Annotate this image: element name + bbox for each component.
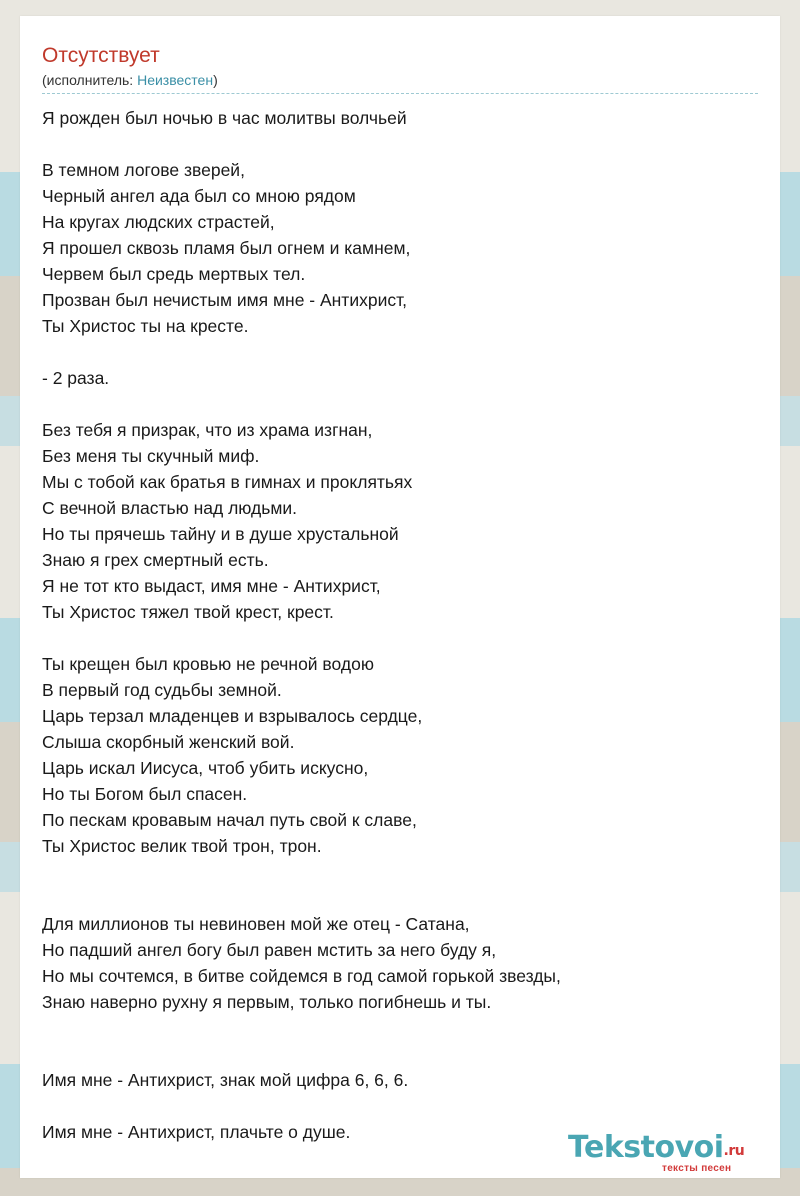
logo-tagline: тексты песен (662, 1163, 732, 1174)
lyric-line: Имя мне - Антихрист, знак мой цифра 6, 6, 6. (42, 1070, 409, 1090)
song-header (42, 42, 758, 89)
header-divider (42, 93, 758, 94)
lyric-line (42, 885, 758, 911)
lyric-line: - 2 раза. (42, 368, 110, 388)
lyric-line: По пескам кровавым начал путь свой к славе, (42, 810, 417, 830)
lyric-line: Царь искал Иисуса, чтоб убить искусно, (42, 758, 369, 778)
lyric-line: Слыша скорбный женский вой. (42, 732, 295, 752)
lyric-line (42, 859, 758, 885)
lyric-line: Царь терзал младенцев и взрывалось сердце, (42, 706, 423, 726)
lyric-line (42, 1041, 758, 1067)
site-logo[interactable] (568, 1132, 778, 1178)
song-title: Отсутствует (42, 44, 160, 67)
artist-suffix: ) (213, 72, 218, 88)
logo-wordmark (568, 1132, 778, 1167)
lyric-line: Без меня ты скучный миф. (42, 446, 260, 466)
lyric-line: Без тебя я призрак, что из храма изгнан, (42, 420, 373, 440)
lyric-line: Для миллионов ты невиновен мой же отец - Сатана, (42, 914, 470, 934)
artist-link[interactable]: Неизвестен (137, 72, 214, 88)
logo-tld: .ru (723, 1143, 745, 1159)
lyric-line: Но ты Богом был спасен. (42, 784, 248, 804)
lyric-line (42, 1093, 758, 1119)
lyric-line (42, 391, 758, 417)
lyric-line (42, 1015, 758, 1041)
artist-line (42, 71, 758, 89)
lyric-line: С вечной властью над людьми. (42, 498, 298, 518)
lyric-line: Ты Христос тяжел твой крест, крест. (42, 602, 334, 622)
lyric-line: Прозван был нечистым имя мне - Антихрист, (42, 290, 408, 310)
lyric-line: Мы с тобой как братья в гимнах и проклятьях (42, 472, 413, 492)
lyric-line: В темном логове зверей, (42, 160, 245, 180)
lyric-line (42, 339, 758, 365)
lyric-line (42, 625, 758, 651)
lyric-line: Я не тот кто выдаст, имя мне - Антихрист, (42, 576, 381, 596)
lyric-line: Червем был средь мертвых тел. (42, 264, 306, 284)
lyric-line: Знаю наверно рухну я первым, только погибнешь и ты. (42, 992, 492, 1012)
lyric-line: Но падший ангел богу был равен мстить за него буду я, (42, 940, 497, 960)
lyric-line: Ты Христос ты на кресте. (42, 316, 249, 336)
lyric-line: Ты крещен был кровью не речной водою (42, 654, 374, 674)
lyric-line: Но мы сочтемся, в битве сойдемся в год самой горькой звезды, (42, 966, 561, 986)
lyric-line: Но ты прячешь тайну и в душе хрустальной (42, 524, 399, 544)
lyric-line: Имя мне - Антихрист, плачьте о душе. (42, 1122, 351, 1142)
lyric-line: На кругах людских страстей, (42, 212, 275, 232)
artist-prefix: (исполнитель: (42, 72, 138, 88)
lyric-line: Знаю я грех смертный есть. (42, 550, 269, 570)
lyric-line: Я рожден был ночью в час молитвы волчьей (42, 108, 407, 128)
lyrics-card (20, 16, 780, 1178)
logo-main-text: Tekstovoi (568, 1130, 724, 1165)
lyric-line: Черный ангел ада был со мною рядом (42, 186, 356, 206)
lyric-line: Ты Христос велик твой трон, трон. (42, 836, 322, 856)
lyric-line: В первый год судьбы земной. (42, 680, 282, 700)
lyric-line: Я прошел сквозь пламя был огнем и камнем, (42, 238, 411, 258)
lyrics-text (42, 105, 758, 1145)
lyric-line (42, 131, 758, 157)
